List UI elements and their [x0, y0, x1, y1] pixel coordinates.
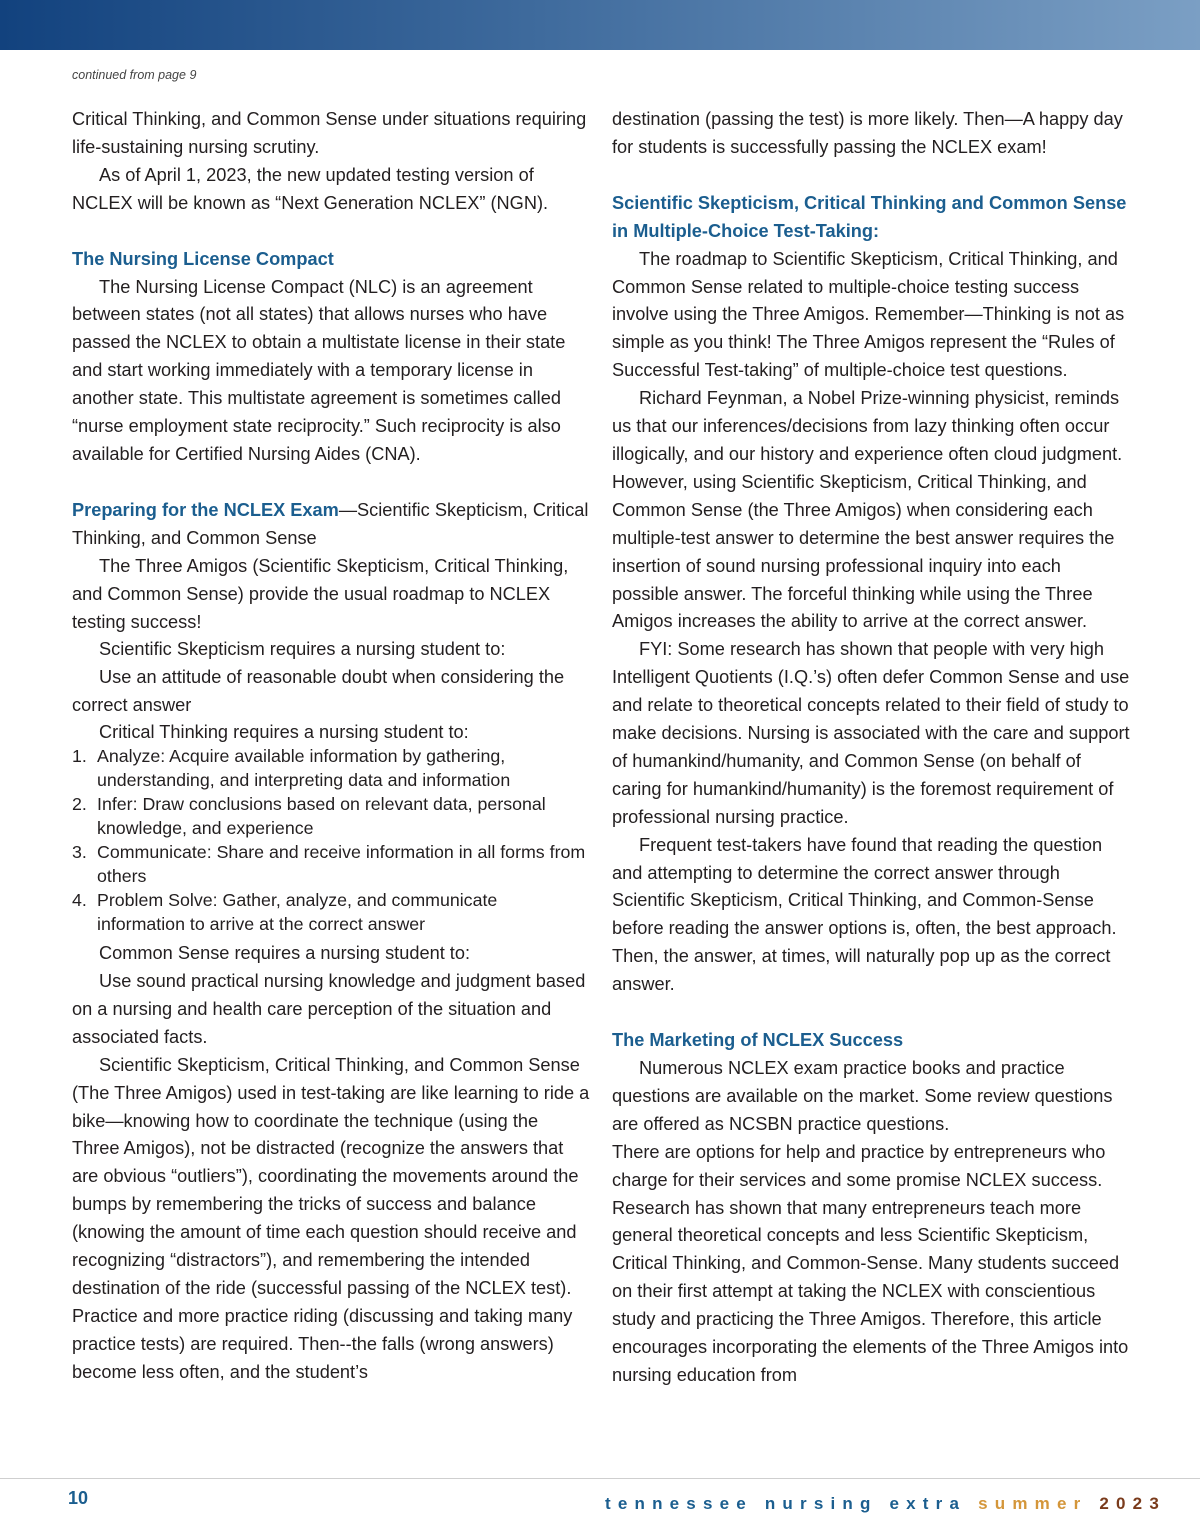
page-number: 10	[68, 1488, 89, 1508]
continued-note: continued from page 9	[72, 68, 197, 82]
publication-name: tennessee nursing extra	[604, 1494, 967, 1513]
paragraph: As of April 1, 2023, the new updated testing version of NCLEX will be known as “Next Generation NCLEX” (NGN).	[72, 164, 549, 213]
paragraph: The Three Amigos (Scientific Skepticism, Critical Thinking, and Common Sense) provide the usual roadmap to NCLEX testing success!	[72, 555, 569, 632]
paragraph: Use sound practical nursing knowledge and judgment based on a nursing and health care perception of the situation and associated facts.	[72, 971, 586, 1047]
list-item: 1. Analyze: Acquire available information by gathering, understanding, and interpreting data and information	[72, 746, 511, 791]
paragraph: Critical Thinking requires a nursing student to:	[99, 722, 469, 743]
list-item: 4. Problem Solve: Gather, analyze, and communicate information to arrive at the correct answer	[72, 890, 498, 935]
paragraph: Scientific Skepticism, Critical Thinking, and Common Sense (The Three Amigos) used in test-taking are like learning to ride a bike—knowing how to coordinate the technique (using the Three Amigos), not be distracted (recognize the answers that are obvious “outliers”), coordinating the movements around the bumps by remembering the tricks of success and balance (knowing the amount of time each question should receive and recognizing “distractors”), and remembering the intended destination of the ride (successful passing of the NCLEX test). Practice and more practice riding (discussing and taking many practice tests) are required. Then--the falls (wrong answers) become less often, and the student’s	[72, 1054, 590, 1382]
list-item: 3. Communicate: Share and receive information in all forms from others	[72, 842, 586, 887]
left-column	[72, 106, 590, 1387]
section-subtitle: —Scientific Skepticism, Critical Thinking, and Common Sense	[72, 499, 589, 548]
paragraph: There are options for help and practice by entrepreneurs who charge for their services and some promise NCLEX success. Research has shown that many entrepreneurs teach more general theoretical concepts and less Scientific Skepticism, Critical Thinking, and Common-Sense. Many students succeed on their first attempt at taking the NCLEX with conscientious study and practicing the Three Amigos. Therefore, this article encourages incorporating the elements of the Three Amigos into nursing education from	[612, 1141, 1129, 1385]
section-heading: Preparing for the NCLEX Exam	[72, 499, 339, 520]
paragraph: The roadmap to Scientific Skepticism, Critical Thinking, and Common Sense related to multiple-choice testing success involve using the Three Amigos. Remember—Thinking is not as simple as you think! The Three Amigos represent the “Rules of Successful Test-taking” of multiple-choice test questions.	[612, 248, 1125, 381]
publication-footer	[605, 1494, 1166, 1514]
paragraph: Frequent test-takers have found that reading the question and attempting to determine the correct answer through Scientific Skepticism, Critical Thinking, and Common-Sense before reading the answer options is, often, the best approach. Then, the answer, at times, will naturally pop up as the correct answer.	[612, 834, 1117, 995]
paragraph: The Nursing License Compact (NLC) is an agreement between states (not all states) that allows nurses who have passed the NCLEX to obtain a multistate license in their state and start working immediately with a temporary license in another state. This multistate agreement is sometimes called “nurse employment state reciprocity.” Such reciprocity is also available for Certified Nursing Aides (CNA).	[72, 276, 566, 464]
section-heading: Scientific Skepticism, Critical Thinking and Common Sense in Multiple-Choice Test-Taking:	[612, 192, 1127, 241]
paragraph: Critical Thinking, and Common Sense under situations requiring life-sustaining nursing scrutiny.	[72, 109, 587, 157]
critical-thinking-list	[72, 744, 590, 936]
paragraph: Numerous NCLEX exam practice books and practice questions are available on the market. Some review questions are offered as NCSBN practice questions.	[612, 1058, 1113, 1134]
paragraph: destination (passing the test) is more likely. Then—A happy day for students is successfully passing the NCLEX exam!	[612, 109, 1123, 157]
paragraph: Use an attitude of reasonable doubt when considering the correct answer	[72, 667, 565, 716]
section-heading: The Marketing of NCLEX Success	[612, 1030, 904, 1051]
paragraph: FYI: Some research has shown that people with very high Intelligent Quotients (I.Q.’s) often defer Common Sense and use and relate to theoretical concepts related to their field of study to make decisions. Nursing is associated with the care and support of humankind/humanity, and Common Sense (on behalf of caring for humankind/humanity) is the foremost requirement of professional nursing practice.	[612, 639, 1130, 827]
section-heading: The Nursing License Compact	[72, 248, 334, 269]
paragraph: Scientific Skepticism requires a nursing student to:	[99, 639, 506, 660]
issue-season: summer	[978, 1494, 1088, 1513]
paragraph: Common Sense requires a nursing student to:	[99, 943, 471, 964]
list-item: 2. Infer: Draw conclusions based on relevant data, personal knowledge, and experience	[72, 794, 546, 839]
paragraph: Richard Feynman, a Nobel Prize-winning physicist, reminds us that our inferences/decisions from lazy thinking often occur illogically, and our history and experience often cloud judgment. However, using Scientific Skepticism, Critical Thinking, and Common Sense (the Three Amigos) when considering each multiple-test answer to determine the best answer requires the insertion of sound nursing professional inquiry into each possible answer. The forceful thinking while using the Three Amigos increases the ability to arrive at the correct answer.	[612, 388, 1123, 632]
right-column	[612, 106, 1132, 1390]
issue-year: 2023	[1099, 1494, 1166, 1513]
header-color-bar	[0, 0, 1200, 50]
section-heading-line	[72, 497, 590, 553]
footer-rule	[0, 1478, 1200, 1479]
